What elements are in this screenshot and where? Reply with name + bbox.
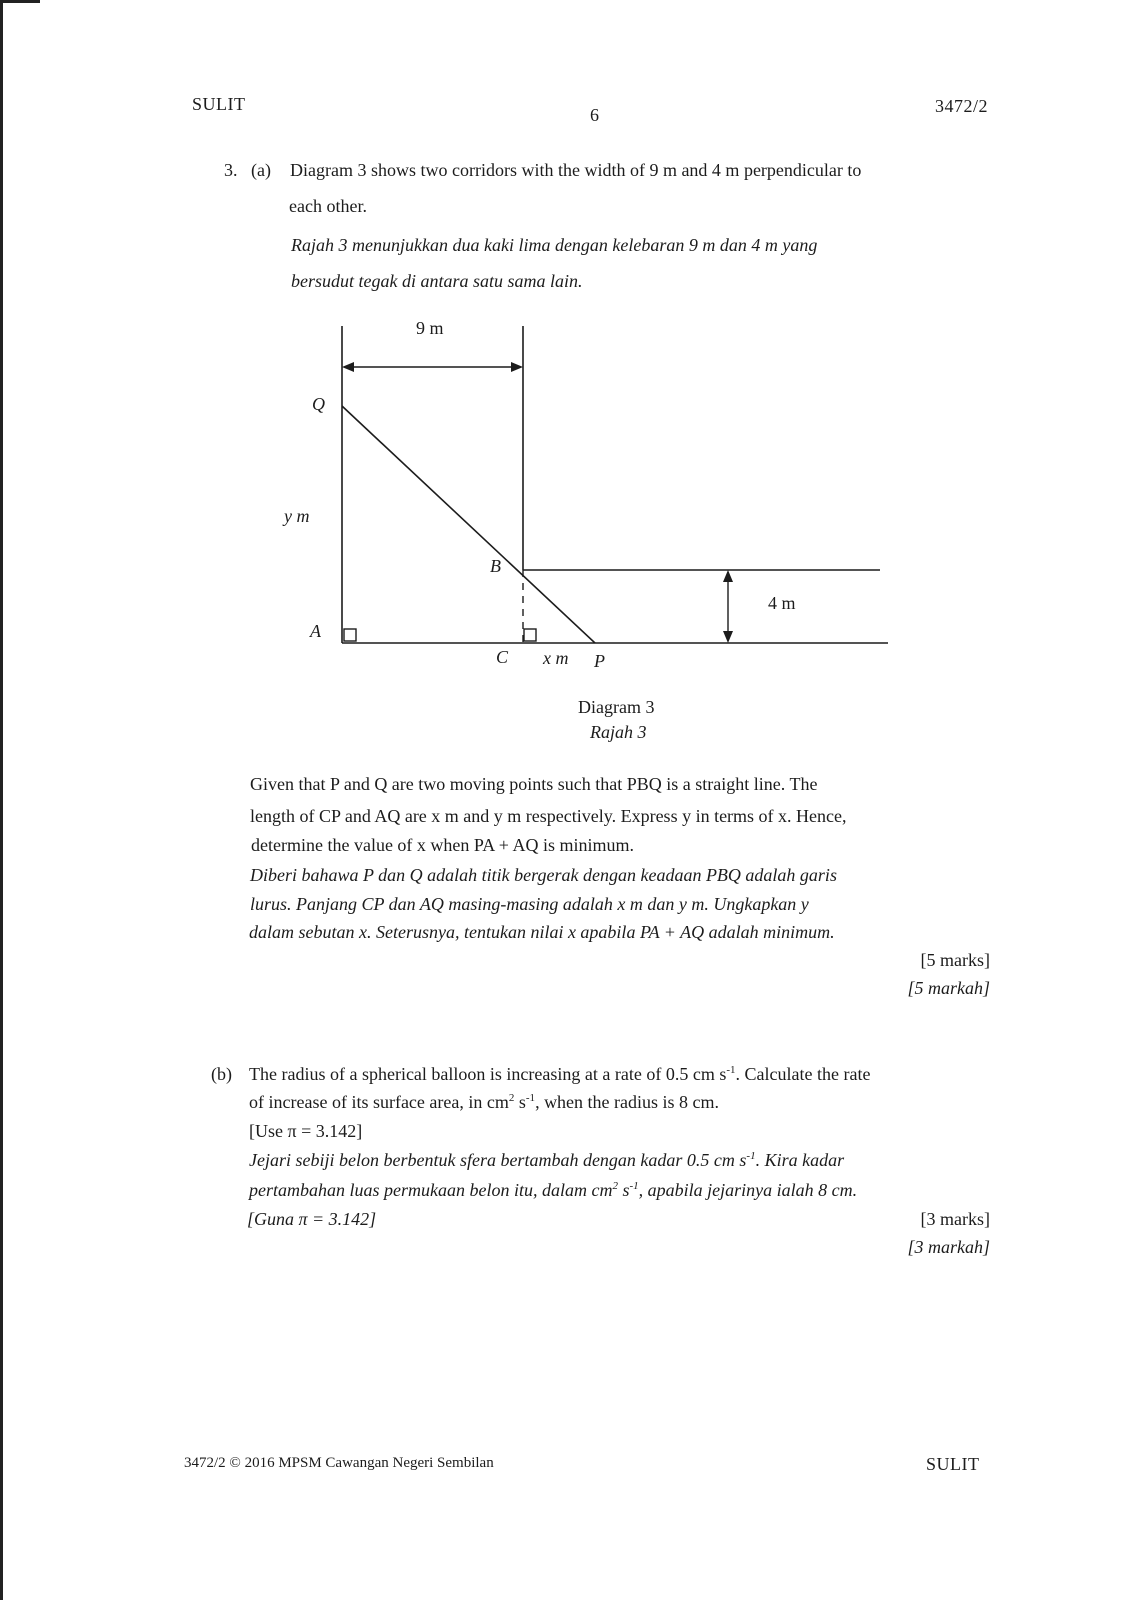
q3b-malay2: pertambahan luas permukaan belon itu, dalam $cm^2$ $s^{-1}$, apabila jejarinya ialah 8 cm. [249,1180,858,1200]
page-number: 6 [590,105,600,125]
q3a-body-malay1: Diberi bahawa P dan Q adalah titik bergerak dengan keadaan PBQ adalah garis [250,865,837,885]
right-angle-a [344,629,356,641]
q3a-malay2: bersudut tegak di antara satu sama lain. [291,271,583,291]
diagram-caption: Diagram 3 [578,697,655,717]
q3a-body-malay3: dalam sebutan x. Seterusnya, tentukan nilai x apabila PA + AQ adalah minimum. [249,922,835,942]
question-number: 3. [224,160,238,180]
q3a-line1: Diagram 3 shows two corridors with the width of 9 m and 4 m perpendicular to [290,160,862,180]
label-4m: 4 m [768,593,796,613]
footer-sulit: SULIT [926,1454,980,1474]
q3b-line1: The radius of a spherical balloon is increasing at a rate of 0.5 cm $s^{-1}$. Calculate the rate [249,1064,871,1084]
q3b-malay1: Jejari sebiji belon berbentuk sfera bertambah dengan kadar 0.5 cm $s^{-1}$. Kira kadar [249,1150,845,1170]
corridor-diagram [270,310,910,680]
q3a-body-line3: determine the value of x when PA + AQ is minimum. [251,835,634,855]
label-q: Q [312,394,325,414]
label-a: A [310,621,321,641]
arrowhead-right [511,362,523,372]
line-qbp [342,406,595,643]
q3a-marks: [5 marks] [920,950,990,970]
q3b-line2: of increase of its surface area, in $cm^2$ $s^{-1}$, when the radius is 8 cm. [249,1092,720,1112]
q3a-body-line1: Given that P and Q are two moving points such that PBQ is a straight line. The [250,774,818,794]
part-b-label: (b) [211,1064,232,1084]
part-a-label: (a) [251,160,271,180]
header-sulit: SULIT [192,94,246,114]
q3a-line2: each other. [289,196,367,216]
footer-copyright: 3472/2 © 2016 MPSM Cawangan Negeri Sembilan [184,1455,494,1471]
arrowhead-up [723,570,733,582]
arrowhead-left [342,362,354,372]
label-x: x m [543,648,569,668]
label-b: B [490,556,501,576]
q3b-markah: [3 markah] [907,1237,990,1257]
paper-code: 3472/2 [935,96,989,116]
q3a-body-malay2: lurus. Panjang CP dan AQ masing-masing adalah x m dan y m. Ungkapkan y [250,894,809,914]
q3a-body-line2: length of CP and AQ are x m and y m respectively. Express y in terms of x. Hence, [250,806,847,826]
right-angle-c [524,629,536,641]
q3a-markah: [5 markah] [907,978,990,998]
scan-left-edge [0,0,3,1600]
q3b-malay3: [Guna π = 3.142] [247,1209,377,1229]
diagram-caption-malay: Rajah 3 [590,722,647,742]
label-p: P [594,651,605,671]
label-c: C [496,647,509,667]
label-9m: 9 m [416,318,444,338]
q3a-malay1: Rajah 3 menunjukkan dua kaki lima dengan kelebaran 9 m dan 4 m yang [291,235,818,255]
scan-corner-mark [0,0,40,9]
q3b-marks: [3 marks] [920,1209,990,1229]
label-y: y m [284,506,310,526]
q3b-line3: [Use π = 3.142] [249,1121,363,1141]
arrowhead-down [723,631,733,643]
